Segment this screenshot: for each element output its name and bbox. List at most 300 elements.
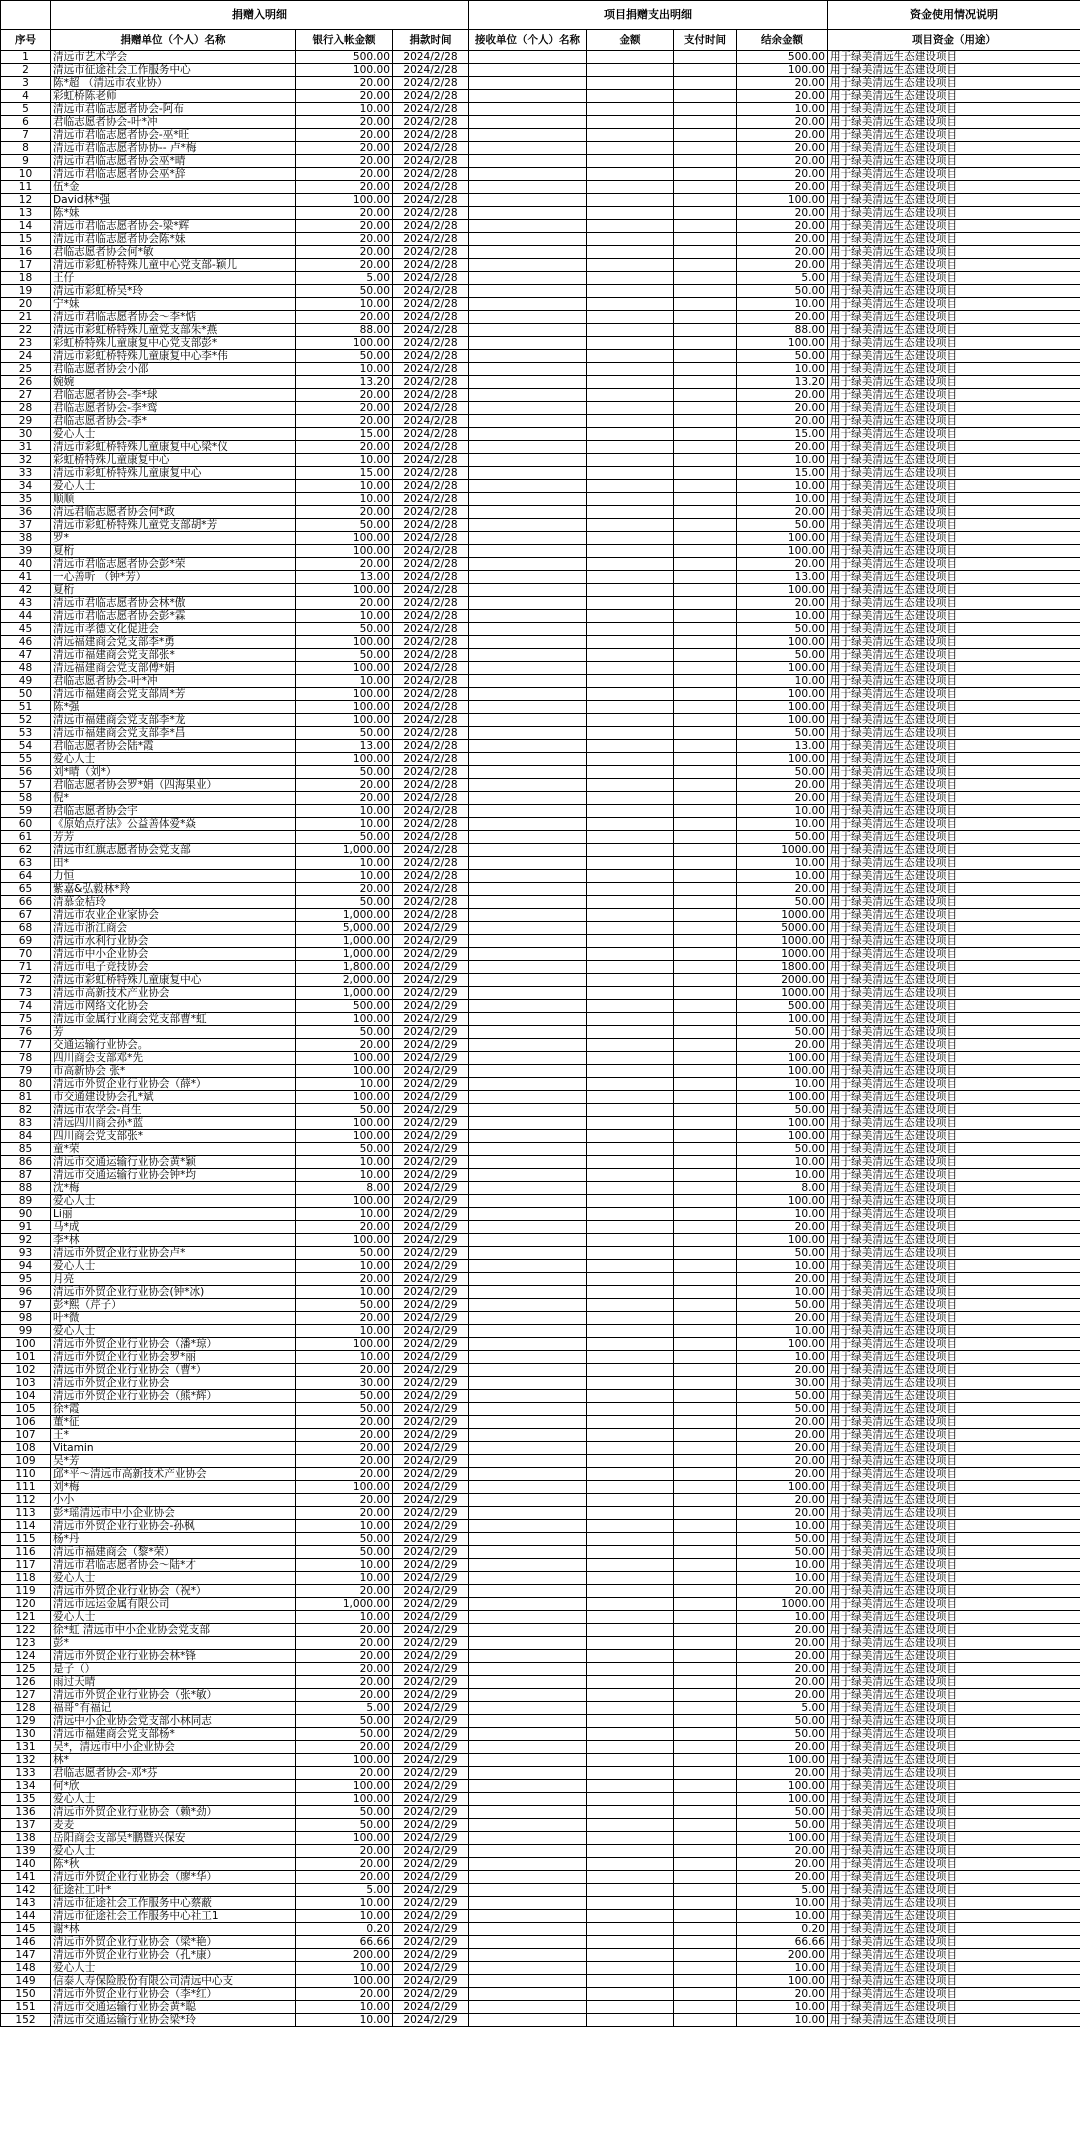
cell-amount	[587, 1819, 674, 1832]
table-row	[1, 1650, 1080, 1663]
cell-bank-amount: 100.00	[296, 545, 393, 558]
cell-recipient	[469, 779, 587, 792]
cell-recipient	[469, 1897, 587, 1910]
cell-amount	[587, 571, 674, 584]
cell-donor: Vitamin	[51, 1442, 296, 1455]
cell-purpose: 用于绿美清远生态建设项目	[828, 779, 1080, 792]
cell-amount	[587, 1000, 674, 1013]
cell-bank-amount: 100.00	[296, 1013, 393, 1026]
cell-recipient	[469, 1741, 587, 1754]
cell-bank-amount: 10.00	[296, 103, 393, 116]
cell-purpose: 用于绿美清远生态建设项目	[828, 389, 1080, 402]
cell-balance: 20.00	[737, 129, 828, 142]
cell-purpose: 用于绿美清远生态建设项目	[828, 1442, 1080, 1455]
cell-pay-date	[674, 1156, 737, 1169]
table-row	[1, 1897, 1080, 1910]
cell-bank-amount: 20.00	[296, 1494, 393, 1507]
cell-seq: 96	[1, 1286, 51, 1299]
cell-bank-amount: 10.00	[296, 363, 393, 376]
table-row	[1, 1026, 1080, 1039]
cell-seq: 144	[1, 1910, 51, 1923]
cell-purpose: 用于绿美清远生态建设项目	[828, 415, 1080, 428]
cell-bank-amount: 20.00	[296, 1845, 393, 1858]
cell-seq: 126	[1, 1676, 51, 1689]
cell-donor: 清远市外贸企业行业协会（曹*）	[51, 1364, 296, 1377]
cell-seq: 108	[1, 1442, 51, 1455]
table-row	[1, 194, 1080, 207]
table-row	[1, 597, 1080, 610]
cell-recipient	[469, 233, 587, 246]
cell-purpose: 用于绿美清远生态建设项目	[828, 272, 1080, 285]
cell-recipient	[469, 1052, 587, 1065]
cell-donor: 童*荣	[51, 1143, 296, 1156]
cell-donor: 紫嘉&弘毅林*羚	[51, 883, 296, 896]
cell-pay-date	[674, 1416, 737, 1429]
cell-amount	[587, 298, 674, 311]
cell-donate-date: 2024/2/29	[393, 1078, 469, 1091]
cell-purpose: 用于绿美清远生态建设项目	[828, 142, 1080, 155]
table-row	[1, 428, 1080, 441]
cell-balance: 10.00	[737, 1260, 828, 1273]
cell-balance: 20.00	[737, 779, 828, 792]
cell-donor: 雨过天晴	[51, 1676, 296, 1689]
table-row	[1, 493, 1080, 506]
cell-donate-date: 2024/2/29	[393, 1208, 469, 1221]
cell-seq: 27	[1, 389, 51, 402]
table-row	[1, 1104, 1080, 1117]
cell-purpose: 用于绿美清远生态建设项目	[828, 1715, 1080, 1728]
cell-donate-date: 2024/2/29	[393, 1520, 469, 1533]
cell-donor: 清远市外贸企业行业协会（廖*华）	[51, 1871, 296, 1884]
cell-pay-date	[674, 1052, 737, 1065]
cell-pay-date	[674, 1923, 737, 1936]
cell-bank-amount: 10.00	[296, 818, 393, 831]
cell-purpose: 用于绿美清远生态建设项目	[828, 688, 1080, 701]
cell-donor: 市高新协会 张*	[51, 1065, 296, 1078]
cell-amount	[587, 779, 674, 792]
cell-pay-date	[674, 1130, 737, 1143]
cell-amount	[587, 467, 674, 480]
cell-pay-date	[674, 1299, 737, 1312]
cell-bank-amount: 50.00	[296, 1403, 393, 1416]
cell-donate-date: 2024/2/28	[393, 480, 469, 493]
cell-recipient	[469, 1130, 587, 1143]
cell-balance: 20.00	[737, 1988, 828, 2001]
cell-balance: 500.00	[737, 1000, 828, 1013]
cell-amount	[587, 480, 674, 493]
cell-pay-date	[674, 350, 737, 363]
cell-bank-amount: 50.00	[296, 623, 393, 636]
cell-purpose: 用于绿美清远生态建设项目	[828, 1767, 1080, 1780]
cell-recipient	[469, 1819, 587, 1832]
cell-purpose: 用于绿美清远生态建设项目	[828, 1260, 1080, 1273]
cell-bank-amount: 20.00	[296, 402, 393, 415]
cell-pay-date	[674, 740, 737, 753]
cell-bank-amount: 13.20	[296, 376, 393, 389]
cell-donor: 是子（）	[51, 1663, 296, 1676]
cell-donor: 清远市彩虹桥特殊儿童康复中心梁*仪	[51, 441, 296, 454]
cell-balance: 20.00	[737, 1858, 828, 1871]
cell-donate-date: 2024/2/28	[393, 376, 469, 389]
cell-donor: 清远市交通运输行业协会黄*颖	[51, 1156, 296, 1169]
cell-donor: 《原始点疗法》公益善体爱*焱	[51, 818, 296, 831]
cell-amount	[587, 831, 674, 844]
cell-amount	[587, 1689, 674, 1702]
cell-seq: 150	[1, 1988, 51, 2001]
cell-pay-date	[674, 1780, 737, 1793]
cell-seq: 4	[1, 90, 51, 103]
cell-amount	[587, 103, 674, 116]
cell-amount	[587, 1195, 674, 1208]
cell-bank-amount: 20.00	[296, 1689, 393, 1702]
cell-amount	[587, 1546, 674, 1559]
cell-purpose: 用于绿美清远生态建设项目	[828, 987, 1080, 1000]
cell-amount	[587, 1442, 674, 1455]
cell-amount	[587, 857, 674, 870]
cell-purpose: 用于绿美清远生态建设项目	[828, 1871, 1080, 1884]
cell-bank-amount: 15.00	[296, 428, 393, 441]
cell-seq: 130	[1, 1728, 51, 1741]
cell-bank-amount: 10.00	[296, 1962, 393, 1975]
cell-donor: 清远市金属行业商会党支部曹*虹	[51, 1013, 296, 1026]
cell-donor: 芳	[51, 1026, 296, 1039]
cell-donor: 君临志愿者协会-李*球	[51, 389, 296, 402]
table-row	[1, 818, 1080, 831]
cell-bank-amount: 10.00	[296, 1611, 393, 1624]
cell-pay-date	[674, 1273, 737, 1286]
cell-balance: 50.00	[737, 1104, 828, 1117]
table-row	[1, 870, 1080, 883]
cell-balance: 15.00	[737, 428, 828, 441]
table-row	[1, 1689, 1080, 1702]
cell-bank-amount: 20.00	[296, 1507, 393, 1520]
cell-pay-date	[674, 1442, 737, 1455]
cell-donor: 陈*妹	[51, 207, 296, 220]
cell-balance: 20.00	[737, 1429, 828, 1442]
cell-amount	[587, 246, 674, 259]
cell-pay-date	[674, 818, 737, 831]
cell-bank-amount: 100.00	[296, 714, 393, 727]
cell-purpose: 用于绿美清远生态建设项目	[828, 350, 1080, 363]
cell-recipient	[469, 350, 587, 363]
cell-donor: 爱心人士	[51, 1793, 296, 1806]
cell-amount	[587, 1715, 674, 1728]
table-row	[1, 1117, 1080, 1130]
cell-donate-date: 2024/2/29	[393, 1871, 469, 1884]
cell-purpose: 用于绿美清远生态建设项目	[828, 1468, 1080, 1481]
cell-bank-amount: 200.00	[296, 1949, 393, 1962]
cell-seq: 129	[1, 1715, 51, 1728]
cell-recipient	[469, 272, 587, 285]
cell-donate-date: 2024/2/28	[393, 545, 469, 558]
cell-recipient	[469, 1481, 587, 1494]
cell-donate-date: 2024/2/28	[393, 194, 469, 207]
cell-donor: 清远市彩虹桥特殊儿童康复中心	[51, 467, 296, 480]
table-row	[1, 1273, 1080, 1286]
table-row	[1, 740, 1080, 753]
cell-purpose: 用于绿美清远生态建设项目	[828, 1052, 1080, 1065]
cell-bank-amount: 50.00	[296, 285, 393, 298]
cell-balance: 50.00	[737, 623, 828, 636]
cell-balance: 100.00	[737, 545, 828, 558]
cell-bank-amount: 100.00	[296, 1754, 393, 1767]
cell-bank-amount: 10.00	[296, 1260, 393, 1273]
cell-balance: 100.00	[737, 636, 828, 649]
cell-pay-date	[674, 1455, 737, 1468]
cell-bank-amount: 50.00	[296, 1026, 393, 1039]
cell-seq: 15	[1, 233, 51, 246]
cell-pay-date	[674, 1013, 737, 1026]
cell-bank-amount: 20.00	[296, 168, 393, 181]
cell-amount	[587, 1377, 674, 1390]
cell-seq: 10	[1, 168, 51, 181]
cell-purpose: 用于绿美清远生态建设项目	[828, 168, 1080, 181]
table-row	[1, 636, 1080, 649]
cell-seq: 111	[1, 1481, 51, 1494]
cell-purpose: 用于绿美清远生态建设项目	[828, 1845, 1080, 1858]
cell-recipient	[469, 1286, 587, 1299]
cell-recipient	[469, 1754, 587, 1767]
cell-donate-date: 2024/2/28	[393, 701, 469, 714]
cell-seq: 41	[1, 571, 51, 584]
cell-purpose: 用于绿美清远生态建设项目	[828, 948, 1080, 961]
cell-amount	[587, 2001, 674, 2014]
cell-donate-date: 2024/2/28	[393, 467, 469, 480]
cell-donor: 君临志愿者协会何*敏	[51, 246, 296, 259]
cell-recipient	[469, 1936, 587, 1949]
cell-purpose: 用于绿美清远生态建设项目	[828, 428, 1080, 441]
table-row	[1, 909, 1080, 922]
cell-amount	[587, 1468, 674, 1481]
cell-donor: 清远福建商会党支部李*勇	[51, 636, 296, 649]
cell-donor: 爱心人士	[51, 1962, 296, 1975]
cell-pay-date	[674, 1988, 737, 2001]
cell-purpose: 用于绿美清远生态建设项目	[828, 1780, 1080, 1793]
cell-donate-date: 2024/2/28	[393, 493, 469, 506]
cell-bank-amount: 100.00	[296, 1052, 393, 1065]
cell-donate-date: 2024/2/28	[393, 389, 469, 402]
cell-purpose: 用于绿美清远生态建设项目	[828, 1494, 1080, 1507]
cell-balance: 1800.00	[737, 961, 828, 974]
cell-recipient	[469, 1078, 587, 1091]
cell-purpose: 用于绿美清远生态建设项目	[828, 1819, 1080, 1832]
cell-amount	[587, 1325, 674, 1338]
cell-donate-date: 2024/2/28	[393, 441, 469, 454]
cell-pay-date	[674, 571, 737, 584]
cell-purpose: 用于绿美清远生态建设项目	[828, 805, 1080, 818]
cell-purpose: 用于绿美清远生态建设项目	[828, 727, 1080, 740]
cell-balance: 8.00	[737, 1182, 828, 1195]
cell-bank-amount: 10.00	[296, 1169, 393, 1182]
col-header-purpose: 项目资金（用途）	[828, 30, 1080, 51]
table-row	[1, 142, 1080, 155]
cell-purpose: 用于绿美清远生态建设项目	[828, 636, 1080, 649]
cell-donate-date: 2024/2/29	[393, 1130, 469, 1143]
cell-seq: 66	[1, 896, 51, 909]
cell-purpose: 用于绿美清远生态建设项目	[828, 1234, 1080, 1247]
cell-pay-date	[674, 207, 737, 220]
cell-pay-date	[674, 467, 737, 480]
cell-amount	[587, 454, 674, 467]
cell-purpose: 用于绿美清远生态建设项目	[828, 831, 1080, 844]
cell-donor: 征途社工叶*	[51, 1884, 296, 1897]
cell-bank-amount: 10.00	[296, 480, 393, 493]
cell-donor: 清远市君临志愿者协会巫*晴	[51, 155, 296, 168]
cell-pay-date	[674, 1559, 737, 1572]
cell-donate-date: 2024/2/28	[393, 77, 469, 90]
cell-amount	[587, 194, 674, 207]
cell-donate-date: 2024/2/29	[393, 1910, 469, 1923]
cell-bank-amount: 20.00	[296, 1468, 393, 1481]
cell-donate-date: 2024/2/29	[393, 1104, 469, 1117]
cell-seq: 132	[1, 1754, 51, 1767]
cell-bank-amount: 10.00	[296, 1897, 393, 1910]
cell-purpose: 用于绿美清远生态建设项目	[828, 2014, 1080, 2027]
cell-purpose: 用于绿美清远生态建设项目	[828, 1546, 1080, 1559]
cell-donate-date: 2024/2/29	[393, 1286, 469, 1299]
cell-purpose: 用于绿美清远生态建设项目	[828, 1403, 1080, 1416]
cell-pay-date	[674, 675, 737, 688]
cell-seq: 138	[1, 1832, 51, 1845]
cell-recipient	[469, 155, 587, 168]
table-row	[1, 1962, 1080, 1975]
ledger-body	[1, 51, 1080, 2027]
cell-donor: 徐*虹 清远市中小企业协会党支部	[51, 1624, 296, 1637]
cell-donor: 彭*瑶清远市中小企业协会	[51, 1507, 296, 1520]
cell-purpose: 用于绿美清远生态建设项目	[828, 1676, 1080, 1689]
cell-donate-date: 2024/2/29	[393, 1377, 469, 1390]
table-row	[1, 1975, 1080, 1988]
table-row	[1, 480, 1080, 493]
cell-seq: 52	[1, 714, 51, 727]
cell-balance: 10.00	[737, 480, 828, 493]
cell-donor: 爱心人士	[51, 480, 296, 493]
cell-donor: 清远市外贸企业行业协会林*锋	[51, 1650, 296, 1663]
cell-seq: 103	[1, 1377, 51, 1390]
cell-amount	[587, 948, 674, 961]
cell-pay-date	[674, 1572, 737, 1585]
table-row	[1, 1520, 1080, 1533]
cell-bank-amount: 500.00	[296, 51, 393, 64]
col-header-donate-date: 捐款时间	[393, 30, 469, 51]
cell-donor: 清慕金桔玲	[51, 896, 296, 909]
cell-seq: 102	[1, 1364, 51, 1377]
cell-bank-amount: 20.00	[296, 207, 393, 220]
table-row	[1, 129, 1080, 142]
cell-donate-date: 2024/2/28	[393, 207, 469, 220]
cell-seq: 19	[1, 285, 51, 298]
cell-donate-date: 2024/2/29	[393, 2001, 469, 2014]
table-row	[1, 1260, 1080, 1273]
cell-bank-amount: 20.00	[296, 1676, 393, 1689]
cell-recipient	[469, 506, 587, 519]
cell-donor: 清远市福建商会党支部李*龙	[51, 714, 296, 727]
cell-amount	[587, 701, 674, 714]
cell-recipient	[469, 168, 587, 181]
cell-seq: 76	[1, 1026, 51, 1039]
cell-donor: 岳阳商会支部吴*鹏暨兴保安	[51, 1832, 296, 1845]
cell-donor: 清远市外贸企业行业协会	[51, 1377, 296, 1390]
table-row	[1, 233, 1080, 246]
cell-balance: 100.00	[737, 337, 828, 350]
cell-donor: 小小	[51, 1494, 296, 1507]
cell-pay-date	[674, 1975, 737, 1988]
cell-donate-date: 2024/2/29	[393, 1819, 469, 1832]
table-row	[1, 1754, 1080, 1767]
cell-recipient	[469, 649, 587, 662]
cell-pay-date	[674, 1104, 737, 1117]
cell-seq: 93	[1, 1247, 51, 1260]
cell-bank-amount: 5.00	[296, 272, 393, 285]
table-row	[1, 987, 1080, 1000]
table-row	[1, 883, 1080, 896]
cell-amount	[587, 181, 674, 194]
cell-pay-date	[674, 688, 737, 701]
table-row	[1, 1052, 1080, 1065]
cell-recipient	[469, 1988, 587, 2001]
cell-recipient	[469, 428, 587, 441]
cell-donor: 清远市外贸企业行业协会（张*敏）	[51, 1689, 296, 1702]
cell-recipient	[469, 1650, 587, 1663]
cell-balance: 10.00	[737, 1208, 828, 1221]
cell-donate-date: 2024/2/29	[393, 1195, 469, 1208]
cell-donate-date: 2024/2/28	[393, 350, 469, 363]
cell-purpose: 用于绿美清远生态建设项目	[828, 1507, 1080, 1520]
cell-purpose: 用于绿美清远生态建设项目	[828, 714, 1080, 727]
cell-donate-date: 2024/2/29	[393, 1962, 469, 1975]
cell-seq: 28	[1, 402, 51, 415]
cell-seq: 49	[1, 675, 51, 688]
cell-amount	[587, 1260, 674, 1273]
cell-donor: 清远市彩虹桥特殊儿童康复中心	[51, 974, 296, 987]
cell-donor: 清远市农学会-肖生	[51, 1104, 296, 1117]
col-header-seq: 序号	[1, 30, 51, 51]
cell-pay-date	[674, 857, 737, 870]
cell-amount	[587, 1026, 674, 1039]
cell-pay-date	[674, 363, 737, 376]
cell-seq: 5	[1, 103, 51, 116]
cell-purpose: 用于绿美清远生态建设项目	[828, 454, 1080, 467]
cell-purpose: 用于绿美清远生态建设项目	[828, 441, 1080, 454]
cell-bank-amount: 20.00	[296, 597, 393, 610]
cell-bank-amount: 50.00	[296, 1819, 393, 1832]
cell-seq: 34	[1, 480, 51, 493]
cell-seq: 74	[1, 1000, 51, 1013]
cell-donor: 夏桁	[51, 584, 296, 597]
cell-donor: 爱心人士	[51, 1845, 296, 1858]
cell-recipient	[469, 220, 587, 233]
cell-donate-date: 2024/2/28	[393, 636, 469, 649]
table-row	[1, 2014, 1080, 2027]
cell-pay-date	[674, 77, 737, 90]
cell-bank-amount: 20.00	[296, 1221, 393, 1234]
cell-donor: 叶*微	[51, 1312, 296, 1325]
cell-purpose: 用于绿美清远生态建设项目	[828, 376, 1080, 389]
cell-pay-date	[674, 376, 737, 389]
cell-balance: 100.00	[737, 753, 828, 766]
cell-recipient	[469, 1364, 587, 1377]
cell-seq: 78	[1, 1052, 51, 1065]
cell-recipient	[469, 1806, 587, 1819]
cell-seq: 65	[1, 883, 51, 896]
cell-pay-date	[674, 766, 737, 779]
cell-bank-amount: 20.00	[296, 1871, 393, 1884]
cell-bank-amount: 100.00	[296, 1117, 393, 1130]
cell-recipient	[469, 844, 587, 857]
cell-seq: 146	[1, 1936, 51, 1949]
cell-donate-date: 2024/2/28	[393, 337, 469, 350]
cell-recipient	[469, 1598, 587, 1611]
